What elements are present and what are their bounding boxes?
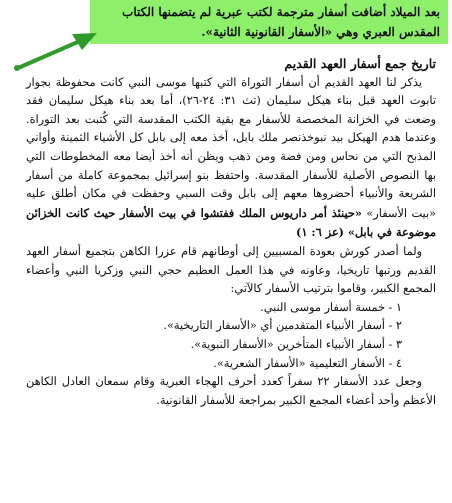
books-list (26, 299, 436, 373)
paragraph-count: وجعل عدد الأسفار ٢٢ سفراً كعدد أحرف الهجاء العبرية وقام سمعان العادل الكاهن الأعظم وأحد أعضاء المجمع الكبير بمراجعة للأسفار القانونية. (26, 375, 436, 407)
article-body (26, 55, 436, 410)
paragraph-history-text: يذكر لنا العهد القديم أن أسفار التوراة التي كتبها موسى النبي كانت محفوظة بجوار تابوت العهد قبل بناء هيكل سليمان (تث ٣١: ٢٤-٢٦)، أما بعد بناء هيكل سليمان فقد وضعت في الخزانة المخصصة للأسفار مع بقية الكتب المقدسة التي كُتبت بعد التوراة. وعندما هدم الهيكل بيد نبوخذنصر ملك بابل، أخذ معه إلى بابل كل الأشياء الثمينة وأواني المذبح التي من نحاس ومن فضة ومن ذهب ويظن أنه أخذ أيضا معه المخطوطات التي بها النصوص الأصلية للأسفار المقدسة. واحتفظ بنو إسرائيل بمجموعة كاملة من أسفار الشريعة والأنبياء أحضروها معهم إلى بابل وقت السبي وحفظت في مكان أطلق عليه «بيت الأسفار» (26, 75, 437, 220)
highlighted-excerpt (90, 0, 448, 44)
paragraph-history (26, 74, 436, 243)
highlighted-excerpt-text: بعد الميلاد أضافت أسفار مترجمة لكتب عبرية لم يتضمنها الكتاب المقدس العبري وهي «الأسفار القانونية الثانية». (122, 5, 440, 39)
list-item: ١ - خمسة أسفار موسى النبي. (260, 300, 402, 314)
paragraph-history-quote: «حينئذ أمر داريوس الملك ففتشوا في بيت الأسفار حيث كانت الخزائن موضوعة في بابل» (عز ٦: ١) (26, 205, 436, 240)
list-item: ٣ - أسفار الأنبياء المتأخرين «الأسفار النبوية». (190, 337, 402, 351)
section-heading: تاريخ جمع أسفار العهد القديم (284, 56, 436, 71)
arrow-tail-dot (14, 65, 20, 71)
list-item: ٤ - الأسفار التعليمية «الأسفار الشعرية». (213, 356, 402, 370)
list-item: ٢ - أسفار الأنبياء المتقدمين أي «الأسفار التاريخية». (163, 319, 402, 333)
paragraph-ezra: ولما أصدر كورش بعودة المسبيين إلى أوطانهم قام عزرا الكاهن بتجميع أسفار العهد القديم ورتبها تاريخيا، وعاونه في هذا العمل العظيم حجي النبي وزكريا النبي وأعضاء المجمع الكبير، وقاموا بترتيب الأسفار كالآتي: (26, 244, 436, 296)
